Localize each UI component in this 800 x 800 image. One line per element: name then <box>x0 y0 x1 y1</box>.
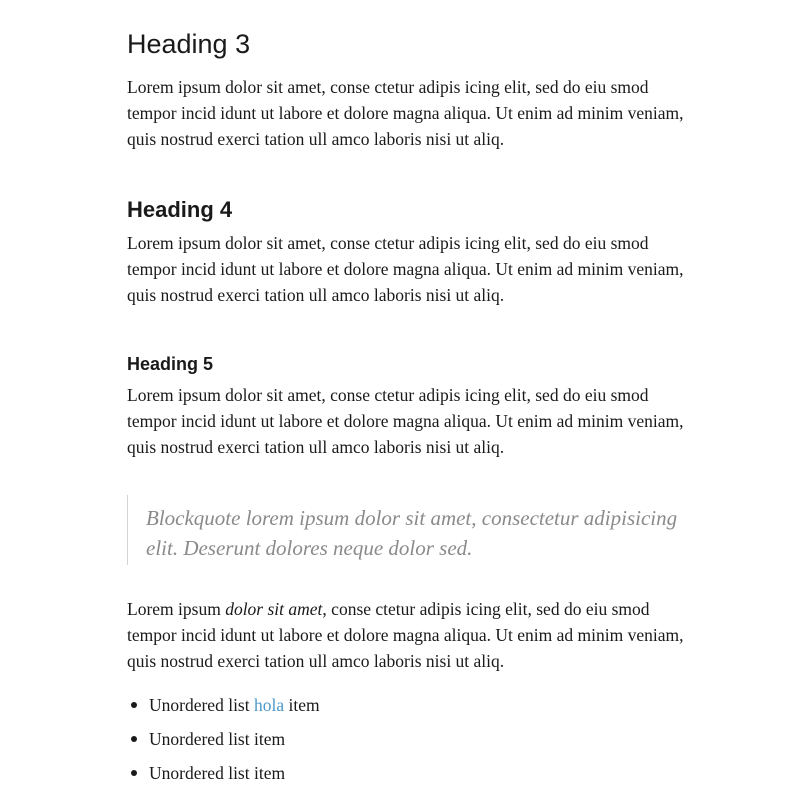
paragraph-4 <box>127 596 697 674</box>
list-item-text-start: Unordered list <box>149 695 254 715</box>
bullet-icon <box>131 702 137 708</box>
list-item <box>127 760 320 794</box>
paragraph-4-start: Lorem ipsum <box>127 599 226 619</box>
bullet-icon <box>131 770 137 776</box>
blockquote <box>127 495 687 565</box>
bullet-icon <box>131 736 137 742</box>
list-item-text: Unordered list item <box>149 729 286 749</box>
list-item-text-end: item <box>284 695 320 715</box>
paragraph-4-emphasis: dolor sit amet <box>225 599 323 619</box>
list-item-text: Unordered list item <box>149 763 286 783</box>
list-item <box>127 692 320 726</box>
hola-link[interactable]: hola <box>253 695 285 715</box>
heading-3: Heading 3 <box>127 29 251 59</box>
unordered-list <box>127 692 320 794</box>
paragraph-3: Lorem ipsum dolor sit amet, conse ctetur adipis icing elit, sed do eiu smod tempor incid idunt ut labore et dolore magna aliqua. Ut enim ad minim veniam, quis nostrud exerci tation ull amco laboris nisi ut aliq. <box>127 385 684 457</box>
blockquote-text: Blockquote lorem ipsum dolor sit amet, consectetur adipisicing elit. Deserunt dolores neque dolor sed. <box>146 506 678 560</box>
paragraph-4-end: , conse ctetur adipis icing elit, sed do eiu smod tempor incid idunt ut labore et dolore magna aliqua. Ut enim ad minim veniam, quis nostrud exerci tation ull amco laboris nisi ut aliq. <box>127 599 684 671</box>
heading-5: Heading 5 <box>127 354 214 374</box>
paragraph-2: Lorem ipsum dolor sit amet, conse ctetur adipis icing elit, sed do eiu smod tempor incid idunt ut labore et dolore magna aliqua. Ut enim ad minim veniam, quis nostrud exerci tation ull amco laboris nisi ut aliq. <box>127 233 684 305</box>
heading-4: Heading 4 <box>127 197 233 222</box>
list-item <box>127 726 320 760</box>
paragraph-1: Lorem ipsum dolor sit amet, conse ctetur adipis icing elit, sed do eiu smod tempor incid idunt ut labore et dolore magna aliqua. Ut enim ad minim veniam, quis nostrud exerci tation ull amco laboris nisi ut aliq. <box>127 77 684 149</box>
